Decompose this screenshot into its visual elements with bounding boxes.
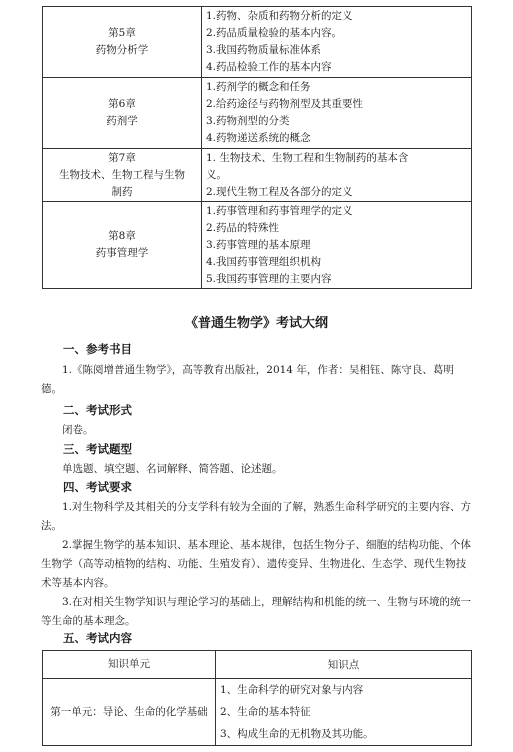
table-row [43, 149, 472, 202]
list-item: 2、生命的基本特征 [220, 706, 311, 718]
list-item: 1. 生物技术、生物工程和生物制药的基本含 [206, 151, 409, 164]
list-item: 5.我国药事管理的主要内容 [206, 272, 332, 285]
list-item: 1.药物、杂质和药物分析的定义 [206, 10, 353, 22]
list-item: 2.药品的特殊性 [206, 221, 280, 234]
list-item: 3、构成生命的无机物及其功能。 [220, 728, 374, 740]
paragraph: 1.对生物科学及其相关的分支学科有较为全面的了解，熟悉生命科学研究的主要内容、方法。 [41, 501, 472, 532]
chapter-cell [43, 7, 202, 78]
paragraph: 单选题、填空题、名词解释、简答题、论述题。 [62, 463, 283, 475]
section-heading: 三、考试题型 [63, 442, 132, 456]
chapter-items [202, 202, 472, 289]
chapter-number: 第7章 [108, 151, 136, 164]
table-row [43, 78, 472, 149]
list-item: 1、生命科学的研究对象与内容 [220, 684, 364, 696]
page-title: 《普通生物学》考试大纲 [184, 316, 328, 331]
list-item: 义。 [206, 168, 227, 181]
points-cell [216, 679, 472, 746]
chapter-number: 第5章 [108, 27, 136, 39]
paragraph: 1.《陈阅增普通生物学》，高等教育出版社，2014 年，作者：吴相钰、陈守良、葛明德。 [41, 364, 454, 395]
section-heading: 五、考试内容 [63, 631, 132, 645]
section-heading: 二、考试形式 [63, 403, 132, 417]
chapter-name: 药剂学 [106, 115, 138, 127]
unit-cell: 第一单元：导论、生命的化学基础 [43, 679, 216, 746]
chapter-cell [43, 202, 202, 289]
table-row [43, 679, 472, 746]
list-item: 1.药剂学的概念和任务 [206, 81, 311, 93]
list-item: 3.药事管理的基本原理 [206, 238, 311, 251]
paragraph: 2.掌握生物学的基本知识、基本理论、基本规律，包括生物分子、细胞的结构功能、个体生物学（高等动植物的结构、功能、生殖发育）、遗传变异、生物进化、生态学、现代生物技术等基本内容。 [41, 539, 472, 589]
paragraph: 3.在对相关生物学知识与理论学习的基础上，理解结构和机能的统一、生物与环境的统一等生命的基本理念。 [41, 596, 472, 627]
list-item: 2.给药途径与药物剂型及其重要性 [206, 98, 364, 110]
chapter-items [202, 7, 472, 78]
chapter-items [202, 78, 472, 149]
section-heading: 一、参考书目 [63, 342, 132, 356]
chapter-table [42, 6, 472, 289]
chapter-name: 药物分析学 [95, 44, 149, 56]
chapter-name: 生物技术、生物工程与生物制药 [59, 168, 185, 198]
section-heading: 四、考试要求 [63, 480, 132, 494]
chapter-name: 药事管理学 [95, 247, 149, 259]
table-header-row [43, 651, 472, 679]
list-item: 2.现代生物工程及各部分的定义 [206, 185, 353, 198]
column-header-unit: 知识单元 [43, 651, 216, 679]
list-item: 4.药物递送系统的概念 [206, 132, 311, 144]
chapter-number: 第8章 [108, 230, 136, 242]
list-item: 4.药品检验工作的基本内容 [206, 61, 332, 73]
list-item: 3.我国药物质量标准体系 [206, 44, 322, 56]
paragraph: 闭卷。 [62, 424, 94, 436]
chapter-cell [43, 149, 202, 202]
content-table [42, 650, 472, 746]
table-row [43, 7, 472, 78]
list-item: 3.药物剂型的分类 [206, 115, 290, 127]
list-item: 2.药品质量检验的基本内容。 [206, 27, 343, 39]
table-row [43, 202, 472, 289]
list-item: 4.我国药事管理组织机构 [206, 255, 322, 268]
column-header-points: 知识点 [216, 651, 472, 679]
chapter-number: 第6章 [108, 98, 136, 110]
list-item: 1.药事管理和药事管理学的定义 [206, 204, 353, 217]
chapter-cell [43, 78, 202, 149]
chapter-items [202, 149, 472, 202]
